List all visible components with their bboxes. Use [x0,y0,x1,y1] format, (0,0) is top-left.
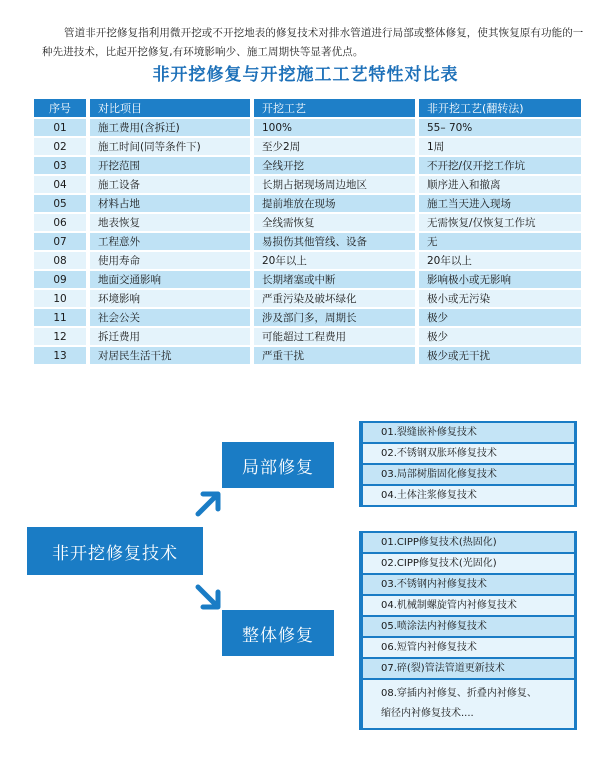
table-row [34,252,581,269]
local-repair-item: 03.局部树脂固化修复技术 [363,465,574,484]
arrow-up-right-icon [193,489,223,519]
main-category-box: 非开挖修复技术 [27,527,203,575]
table-row [34,138,581,155]
table-row [34,233,581,250]
cell-item: 施工设备 [90,176,250,193]
cell-item: 地表恢复 [90,214,250,231]
cell-trenchless: 极少 [419,309,581,326]
whole-repair-item: 04.机械制螺旋管内衬修复技术 [363,596,574,615]
table-row [34,347,581,364]
cell-index: 09 [34,271,86,288]
cell-open-cut: 长期堵塞或中断 [254,271,415,288]
cell-item: 施工费用(含拆迁) [90,119,250,136]
header-item: 对比项目 [90,99,250,117]
whole-repair-item: 05.喷涂法内衬修复技术 [363,617,574,636]
cell-trenchless: 顺序进入和撤离 [419,176,581,193]
cell-index: 02 [34,138,86,155]
cell-item: 开挖范围 [90,157,250,174]
local-repair-box: 局部修复 [222,442,334,488]
cell-open-cut: 全线需恢复 [254,214,415,231]
table-row [34,195,581,212]
local-repair-item: 02.不锈钢双胀环修复技术 [363,444,574,463]
cell-item: 施工时间(同等条件下) [90,138,250,155]
cell-item: 对居民生活干扰 [90,347,250,364]
cell-item: 拆迁费用 [90,328,250,345]
cell-trenchless: 极少 [419,328,581,345]
table-row [34,119,581,136]
whole-repair-item: 06.短管内衬修复技术 [363,638,574,657]
arrow-down-right-icon [193,582,223,612]
whole-repair-box: 整体修复 [222,610,334,656]
cell-open-cut: 20年以上 [254,252,415,269]
cell-index: 05 [34,195,86,212]
cell-index: 04 [34,176,86,193]
table-title: 非开挖修复与开挖施工工艺特性对比表 [152,65,459,85]
cell-trenchless: 施工当天进入现场 [419,195,581,212]
cell-open-cut: 可能超过工程费用 [254,328,415,345]
whole-repair-item-line1: 08.穿插内衬修复、折叠内衬修复、 [381,688,537,699]
cell-open-cut: 全线开挖 [254,157,415,174]
header-trenchless: 非开挖工艺(翻转法) [419,99,581,117]
local-repair-item: 01.裂缝嵌补修复技术 [363,423,574,442]
cell-index: 13 [34,347,86,364]
cell-item: 工程意外 [90,233,250,250]
cell-trenchless: 55– 70% [419,119,581,136]
cell-item: 环境影响 [90,290,250,307]
cell-index: 03 [34,157,86,174]
cell-trenchless: 20年以上 [419,252,581,269]
cell-open-cut: 至少2周 [254,138,415,155]
cell-item: 材料占地 [90,195,250,212]
table-row [34,328,581,345]
table-row [34,157,581,174]
cell-index: 01 [34,119,86,136]
cell-open-cut: 100% [254,119,415,136]
table-row [34,176,581,193]
cell-index: 11 [34,309,86,326]
cell-index: 06 [34,214,86,231]
header-open-cut: 开挖工艺 [254,99,415,117]
whole-repair-item: 01.CIPP修复技术(热固化) [363,533,574,552]
header-index: 序号 [34,99,86,117]
cell-open-cut: 严重干扰 [254,347,415,364]
cell-open-cut: 长期占据现场周边地区 [254,176,415,193]
local-repair-list [359,421,577,507]
cell-trenchless: 1周 [419,138,581,155]
cell-trenchless: 不开挖/仅开挖工作坑 [419,157,581,174]
table-header-row [34,99,581,117]
cell-trenchless: 极少或无干扰 [419,347,581,364]
cell-open-cut: 易损伤其他管线、设备 [254,233,415,250]
cell-open-cut: 提前堆放在现场 [254,195,415,212]
cell-open-cut: 严重污染及破坏绿化 [254,290,415,307]
cell-index: 12 [34,328,86,345]
cell-trenchless: 影响极小或无影响 [419,271,581,288]
cell-trenchless: 无需恢复/仅恢复工作坑 [419,214,581,231]
whole-repair-item: 02.CIPP修复技术(光固化) [363,554,574,573]
comparison-table [30,97,585,366]
cell-open-cut: 涉及部门多，周期长 [254,309,415,326]
whole-repair-item: 03.不锈钢内衬修复技术 [363,575,574,594]
whole-repair-item: 07.碎(裂)管法管道更新技术 [363,659,574,678]
cell-item: 使用寿命 [90,252,250,269]
local-repair-item: 04.土体注浆修复技术 [363,486,574,505]
table-row [34,290,581,307]
table-row [34,309,581,326]
whole-repair-item-line2: 缩径内衬修复技术.... [381,708,474,719]
table-row [34,214,581,231]
cell-index: 10 [34,290,86,307]
cell-trenchless: 无 [419,233,581,250]
whole-repair-list [359,531,577,730]
cell-index: 07 [34,233,86,250]
cell-item: 地面交通影响 [90,271,250,288]
cell-trenchless: 极小或无污染 [419,290,581,307]
table-row [34,271,581,288]
cell-item: 社会公关 [90,309,250,326]
cell-index: 08 [34,252,86,269]
whole-repair-item-last [363,680,574,728]
intro-paragraph: 管道非开挖修复指利用微开挖或不开挖地表的修复技术对排水管道进行局部或整体修复，使其恢复原有功能的一种先进技术，比起开挖修复,有环境影响少、施工周期快等显著优点。 [42,26,584,58]
